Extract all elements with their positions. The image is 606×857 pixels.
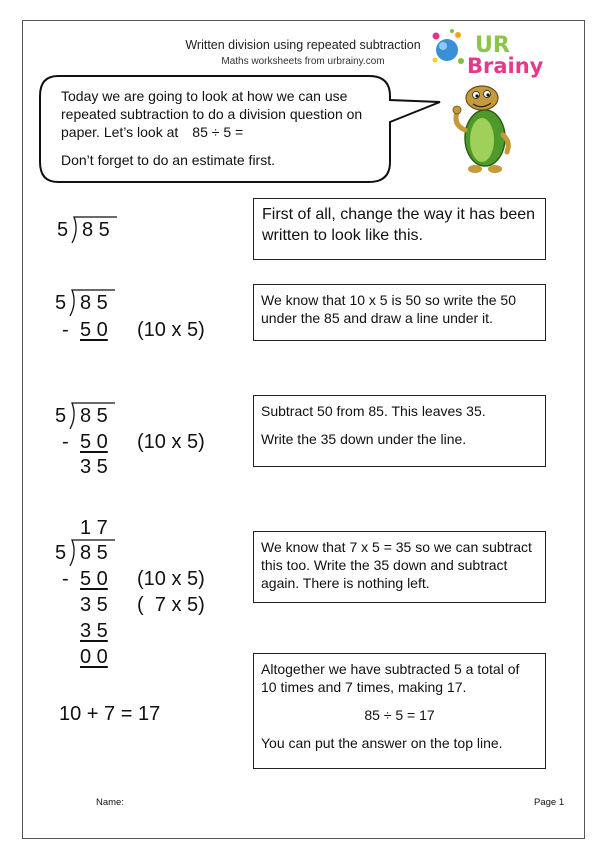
step4-note-1: (10 x 5) [137, 568, 205, 590]
logo-text-brainy: Brainy [467, 54, 544, 78]
final-sum: 10 + 7 = 17 [59, 703, 161, 725]
intro-line-2: repeated subtraction to do a division question on [61, 106, 363, 122]
explanation-box-1 [253, 198, 546, 260]
step3-remainder: 3 5 [80, 456, 108, 478]
page-number: Page 1 [534, 797, 565, 808]
explanation-5-text-1: Altogether we have subtracted 5 a total of 10 times and 7 times, making 17. [261, 661, 520, 695]
explanation-1-text: First of all, change the way it has been written to look like this. [262, 206, 536, 244]
intro-expression: 85 ÷ 5 = [192, 124, 244, 140]
step3-minus-sign: - [62, 431, 69, 453]
explanation-box-4 [253, 531, 546, 603]
step3-divisor: 5 [55, 405, 67, 427]
intro-line-3-text: paper. Let’s look at [61, 124, 179, 140]
intro-line-1: Today we are going to look at how we can use [61, 88, 348, 104]
explanation-2-text: We know that 10 x 5 is 50 so write the 50 under the 85 and draw a line under it. [261, 292, 516, 326]
step2-divisor: 5 [55, 292, 67, 314]
step4-remainder-2: 0 0 [80, 646, 108, 668]
step4-quotient: 1 7 [80, 517, 108, 539]
intro-line-4: Don’t forget to do an estimate first. [61, 152, 275, 168]
step4-remainder-1: 3 5 [80, 594, 108, 616]
intro-line-3 [61, 123, 391, 141]
step4-subtrahend-2: 3 5 [80, 620, 108, 642]
step3-subtrahend: 5 0 [80, 431, 108, 453]
explanation-5-equation: 85 ÷ 5 = 17 [364, 707, 435, 723]
explanation-4-text: We know that 7 x 5 = 35 so we can subtract this too. Write the 35 down and subtract again. There is nothing left. [261, 539, 532, 591]
step4-divisor: 5 [55, 542, 67, 564]
step2-note: (10 x 5) [137, 319, 205, 341]
explanation-box-2 [253, 284, 546, 341]
step4-minus-sign: - [62, 568, 69, 590]
step2-subtrahend: 5 0 [80, 319, 108, 341]
explanation-box-3 [253, 395, 546, 467]
step4-subtrahend-1: 5 0 [80, 568, 108, 590]
explanation-3-text-1: Subtract 50 from 85. This leaves 35. [261, 403, 486, 419]
logo-text-ur: UR [475, 33, 510, 58]
step2-dividend: 8 5 [80, 292, 108, 314]
worksheet-subtitle: Maths worksheets from urbrainy.com [221, 56, 385, 67]
step1-divisor: 5 [57, 219, 69, 241]
name-label: Name: [96, 797, 124, 808]
step4-note-2: ( 7 x 5) [137, 594, 205, 616]
step3-note: (10 x 5) [137, 431, 205, 453]
turtle-mascot-icon [445, 80, 515, 175]
explanation-3-text-2: Write the 35 down under the line. [261, 431, 467, 447]
explanation-5-text-3: You can put the answer on the top line. [261, 735, 503, 751]
step2-minus-sign: - [62, 319, 69, 341]
step4-dividend: 8 5 [80, 542, 108, 564]
step1-dividend: 8 5 [82, 219, 110, 241]
step3-dividend: 8 5 [80, 405, 108, 427]
explanation-box-5 [253, 653, 546, 769]
worksheet-title: Written division using repeated subtraction [185, 38, 421, 52]
